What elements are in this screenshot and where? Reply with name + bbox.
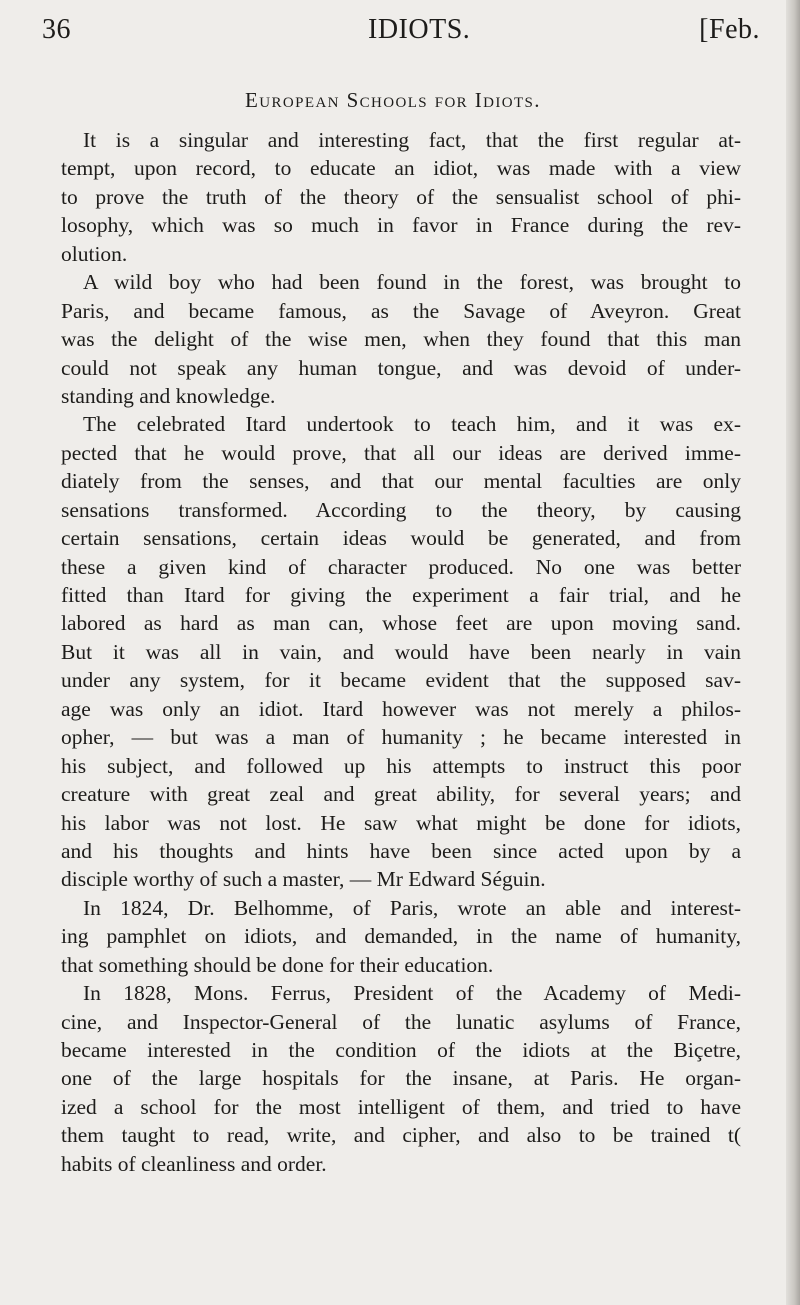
text-line: under any system, for it became evident that the supposed sav- [61, 668, 741, 693]
text-line: that something should be done for their education. [61, 952, 494, 977]
text-line: sensations transformed. According to the theory, by causing [61, 497, 741, 522]
text-line: tempt, upon record, to educate an idiot, was made with a view [61, 156, 741, 181]
text-line: It is a singular and interesting fact, that the first regular at- [83, 128, 741, 152]
text-line: standing and knowledge. [61, 383, 276, 408]
text-line: his labor was not lost. He saw what might be done for idiots, [61, 810, 741, 835]
body-text [61, 126, 741, 1178]
section-title: European Schools for Idiots. [245, 88, 541, 112]
text-line: losophy, which was so much in favor in France during the rev- [61, 213, 741, 238]
text-line: disciple worthy of such a master, — Mr Edward Séguin. [61, 867, 546, 892]
text-line: one of the large hospitals for the insane, at Paris. He organ- [61, 1066, 741, 1091]
text-line: The celebrated Itard undertook to teach him, and it was ex- [83, 412, 741, 437]
text-line: labored as hard as man can, whose feet are upon moving sand. [61, 611, 741, 636]
text-line: ized a school for the most intelligent of them, and tried to have [61, 1094, 741, 1119]
text-line: pected that he would prove, that all our ideas are derived imme- [61, 440, 741, 465]
running-header [42, 14, 760, 54]
page-number: 36 [42, 14, 71, 45]
text-line: olution. [61, 241, 128, 266]
text-line: cine, and Inspector-General of the lunatic asylums of France, [61, 1009, 741, 1034]
text-line: But it was all in vain, and would have been nearly in vain [61, 639, 741, 664]
text-line: his subject, and followed up his attempts to instruct this poor [61, 753, 741, 778]
running-date: [Feb. [699, 14, 760, 45]
text-line: certain sensations, certain ideas would be generated, and from [61, 526, 741, 551]
text-line: creature with great zeal and great ability, for several years; and [61, 782, 741, 807]
page-edge [786, 0, 800, 1305]
text-line: became interested in the condition of the idiots at the Biçetre, [61, 1038, 741, 1062]
text-line: these a given kind of character produced. No one was better [61, 554, 741, 579]
text-line: fitted than Itard for giving the experiment a fair trial, and he [61, 583, 741, 607]
text-line: opher, — but was a man of humanity ; he became interested in [61, 725, 741, 750]
text-line: habits of cleanliness and order. [61, 1151, 327, 1176]
text-line: was the delight of the wise men, when they found that this man [61, 327, 741, 352]
text-line: and his thoughts and hints have been since acted upon by a [61, 838, 741, 863]
text-line: diately from the senses, and that our mental faculties are only [61, 469, 741, 494]
text-line: ing pamphlet on idiots, and demanded, in the name of humanity, [61, 924, 741, 949]
text-line: them taught to read, write, and cipher, and also to be trained t( [61, 1123, 741, 1148]
running-title: IDIOTS. [368, 14, 471, 45]
text-line: age was only an idiot. Itard however was not merely a philos- [61, 696, 741, 721]
text-line: could not speak any human tongue, and was devoid of under- [61, 355, 741, 380]
text-line: to prove the truth of the theory of the sensualist school of phi- [61, 184, 741, 209]
text-line: In 1824, Dr. Belhomme, of Paris, wrote an able and interest- [83, 895, 741, 920]
text-line: A wild boy who had been found in the forest, was brought to [83, 270, 741, 295]
text-line: Paris, and became famous, as the Savage of Aveyron. Great [61, 298, 741, 323]
text-line: In 1828, Mons. Ferrus, President of the Academy of Medi- [83, 981, 741, 1006]
